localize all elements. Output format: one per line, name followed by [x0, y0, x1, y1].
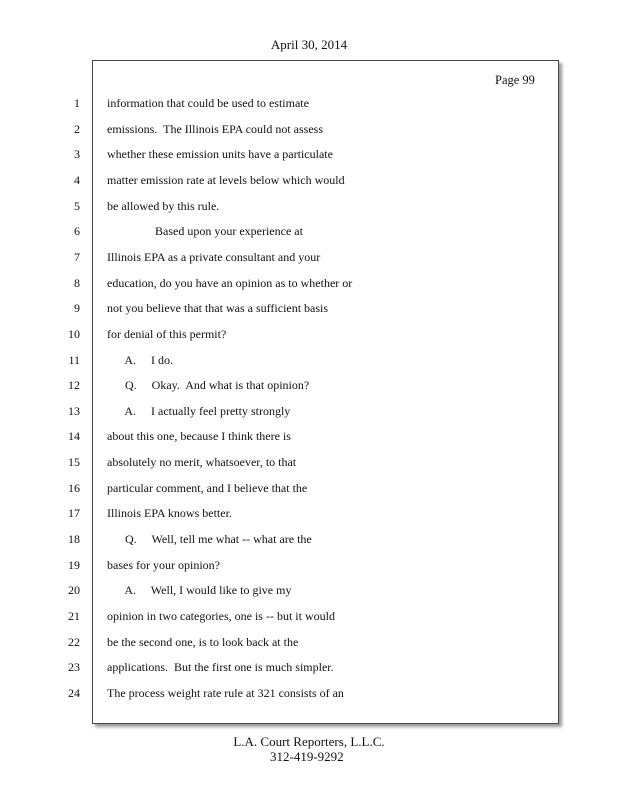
transcript-line: opinion in two categories, one is -- but it would — [107, 609, 335, 623]
transcript-line: absolutely no merit, whatsoever, to that — [107, 455, 297, 469]
line-number: 23 — [68, 660, 80, 674]
transcript-line: A. I do. — [107, 353, 173, 367]
line-number: 13 — [68, 404, 80, 418]
line-number: 19 — [68, 558, 80, 572]
footer-phone: 312-419-9292 — [270, 749, 344, 764]
transcript-line: emissions. The Illinois EPA could not assess — [107, 122, 324, 136]
line-number: 14 — [68, 429, 80, 443]
page-number: Page 99 — [495, 73, 535, 87]
line-number: 15 — [68, 455, 80, 469]
line-number: 4 — [74, 173, 80, 187]
line-number: 2 — [74, 122, 80, 136]
transcript-line: about this one, because I think there is — [107, 429, 291, 443]
line-number: 10 — [68, 327, 80, 341]
line-number: 3 — [74, 147, 80, 161]
transcript-line: A. Well, I would like to give my — [107, 583, 292, 597]
transcript-line: matter emission rate at levels below which would — [107, 173, 345, 187]
transcript-line: The process weight rate rule at 321 consists of an — [107, 686, 344, 700]
line-number: 16 — [68, 481, 80, 495]
transcript-line: for denial of this permit? — [107, 327, 227, 341]
transcript-line: bases for your opinion? — [107, 558, 220, 572]
transcript-line: be allowed by this rule. — [107, 199, 220, 213]
transcript-line: information that could be used to estimate — [107, 96, 309, 110]
transcript-line: Illinois EPA knows better. — [107, 506, 232, 520]
line-number: 1 — [74, 96, 80, 110]
line-number: 6 — [74, 224, 80, 238]
line-number: 17 — [68, 506, 80, 520]
line-number: 24 — [68, 686, 80, 700]
line-number: 7 — [74, 250, 80, 264]
transcript-line: education, do you have an opinion as to whether or — [107, 276, 353, 290]
line-number: 20 — [68, 583, 80, 597]
transcript-line: whether these emission units have a particulate — [107, 147, 333, 161]
transcript-line: be the second one, is to look back at the — [107, 635, 299, 649]
transcript-line: not you believe that that was a sufficient basis — [107, 301, 329, 315]
footer-firm-name: L.A. Court Reporters, L.L.C. — [233, 734, 385, 749]
transcript-line: Q. Okay. And what is that opinion? — [107, 378, 310, 392]
transcript-line: applications. But the first one is much simpler. — [107, 660, 334, 674]
transcript-line: A. I actually feel pretty strongly — [107, 404, 291, 418]
line-number: 12 — [68, 378, 80, 392]
line-number: 8 — [74, 276, 80, 290]
transcript-line: Illinois EPA as a private consultant and your — [107, 250, 321, 264]
line-number: 9 — [74, 301, 80, 315]
line-number: 18 — [68, 532, 80, 546]
line-number: 22 — [68, 635, 80, 649]
line-number: 11 — [68, 353, 80, 367]
transcript-line: Q. Well, tell me what -- what are the — [107, 532, 312, 546]
transcript-line: particular comment, and I believe that the — [107, 481, 308, 495]
transcript-line: Based upon your experience at — [107, 224, 303, 238]
header-date: April 30, 2014 — [270, 37, 348, 52]
line-number: 21 — [68, 609, 80, 623]
line-number: 5 — [74, 199, 80, 213]
